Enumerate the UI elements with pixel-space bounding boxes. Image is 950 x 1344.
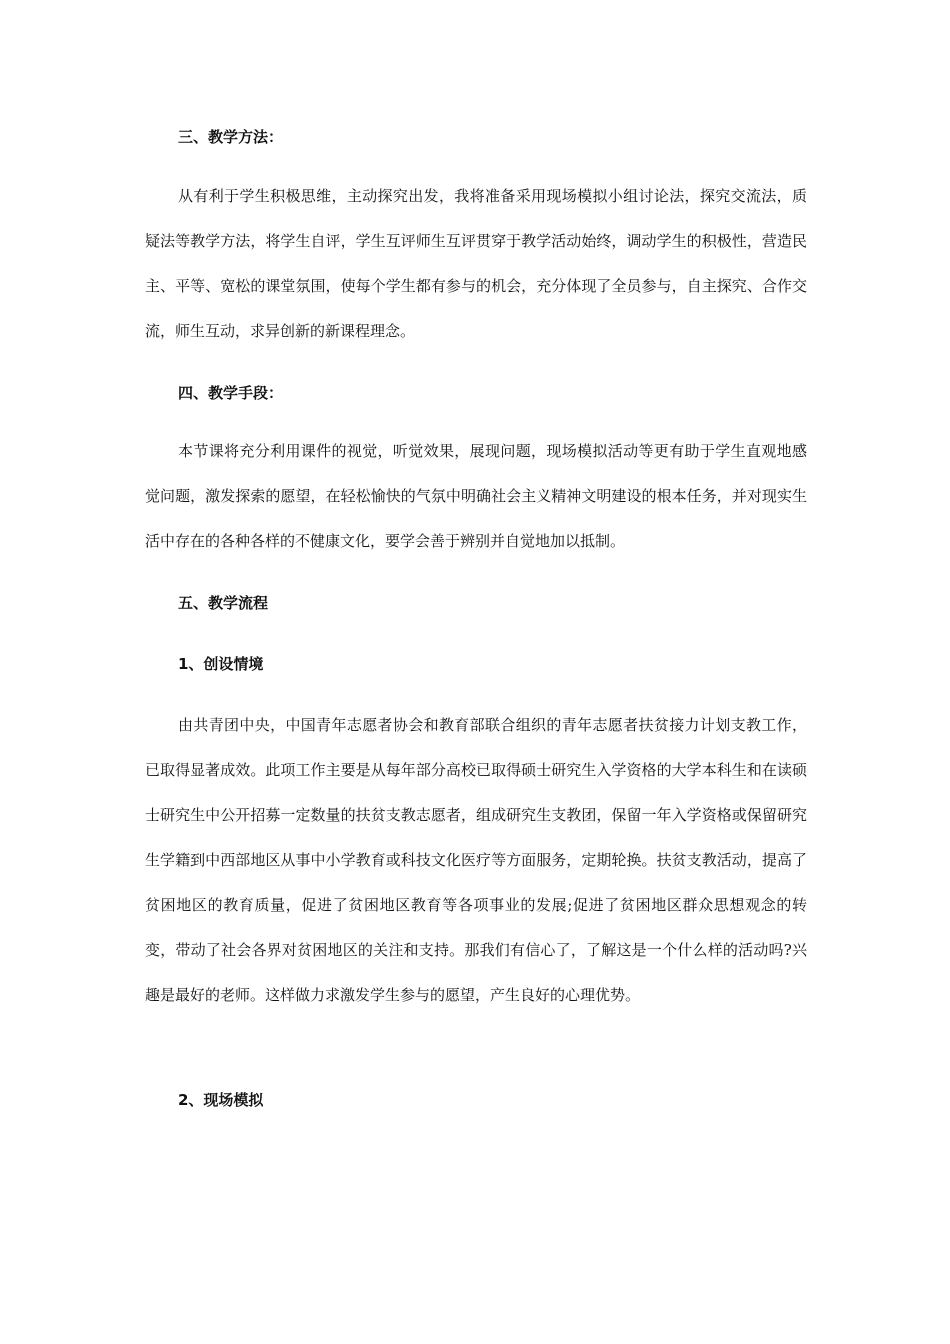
heading-create-situation: 1、创设情境: [178, 655, 264, 673]
paragraph-teaching-methods: 从有利于学生积极思维，主动探究出发，我将准备采用现场模拟小组讨论法，探究交流法，质疑法等教学方法，将学生自评，学生互评师生互评贯穿于教学活动始终，调动学生的积极性，营造民主、平等、宽松的课堂氛围，使每个学生都有参与的机会，充分体现了全员参与，自主探究、合作交流，师生互动，求异创新的新课程理念。: [145, 187, 807, 340]
paragraph-create-situation: 由共青团中央，中国青年志愿者协会和教育部联合组织的青年志愿者扶贫接力计划支教工作，已取得显著成效。此项工作主要是从每年部分高校已取得硕士研究生入学资格的大学本科生和在读硕士研究生中公开招募一定数量的扶贫支教志愿者，组成研究生支教团，保留一年入学资格或保留研究生学籍到中西部地区从事中小学教育或科技文化医疗等方面服务，定期轮换。扶贫支教活动，提高了贫困地区的教育质量，促进了贫困地区教育等各项事业的发展;促进了贫困地区群众思想观念的转变，带动了社会各界对贫困地区的关注和支持。那我们有信心了，了解这是一个什么样的活动吗?兴趣是最好的老师。这样做力求激发学生参与的愿望，产生良好的心理优势。: [145, 716, 807, 1004]
heading-on-site-simulation: 2、现场模拟: [178, 1091, 264, 1109]
paragraph-teaching-means: 本节课将充分利用课件的视觉，听觉效果，展现问题，现场模拟活动等更有助于学生直观地感觉问题，激发探索的愿望，在轻松愉快的气氛中明确社会主义精神文明建设的根本任务，并对现实生活中存在的各种各样的不健康文化，要学会善于辨别并自觉地加以抵制。: [145, 442, 807, 550]
heading-teaching-methods: 三、教学方法：: [178, 128, 284, 146]
heading-teaching-means: 四、教学手段：: [178, 384, 284, 402]
heading-teaching-process: 五、教学流程: [178, 594, 269, 612]
